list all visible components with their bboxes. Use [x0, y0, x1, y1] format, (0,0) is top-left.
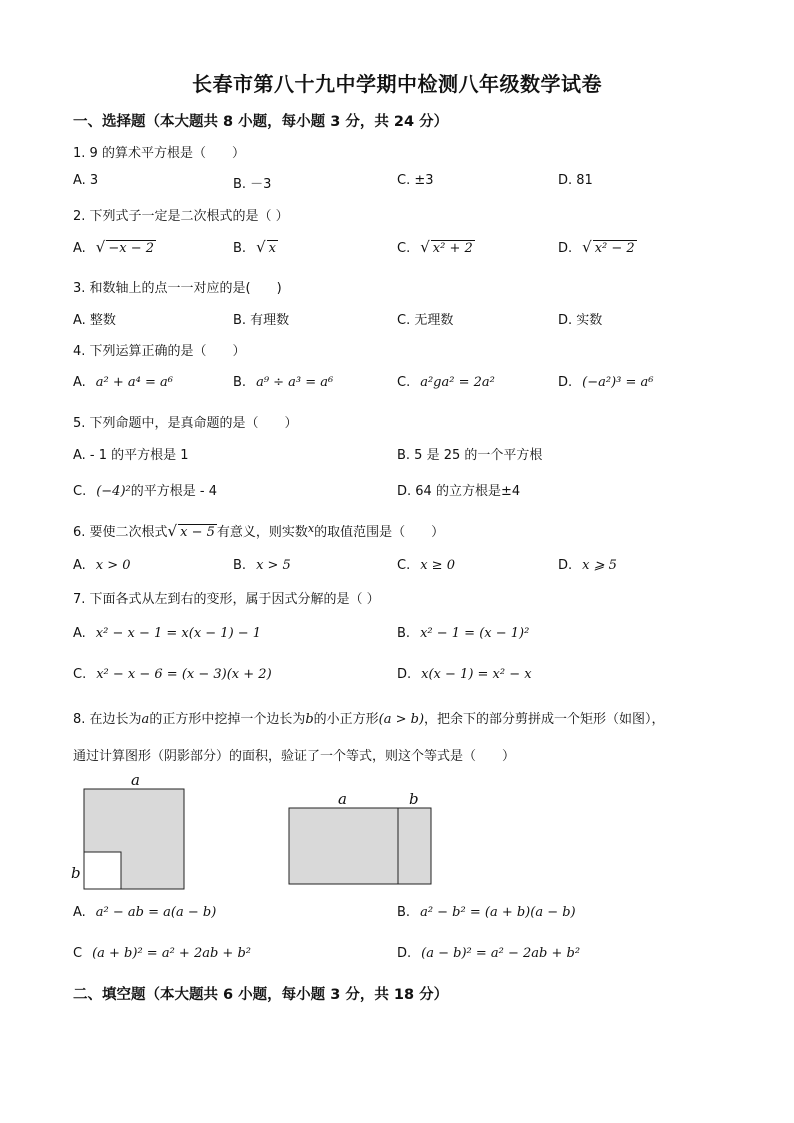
q2-option-a[interactable]: [73, 238, 156, 256]
option-expression: x ⩾ 5: [582, 558, 617, 573]
figure1-label-b: b: [71, 864, 81, 882]
q7-option-d[interactable]: [397, 667, 532, 682]
q7-option-a[interactable]: [73, 626, 261, 641]
q4-option-c[interactable]: [397, 375, 495, 390]
option-label: B.: [233, 375, 247, 390]
option-label: D.: [397, 667, 412, 682]
option-expression: (a + b)² = a² + 2ab + b²: [92, 946, 251, 961]
option-label: A.: [73, 375, 86, 390]
question-6-stem: [73, 521, 444, 540]
q6-option-c[interactable]: [397, 558, 455, 573]
q2-option-d[interactable]: [558, 238, 637, 256]
option-label: C.: [397, 241, 411, 256]
variable: b: [305, 712, 314, 727]
option-expression: x > 5: [256, 558, 291, 573]
option-label: B.: [397, 626, 411, 641]
option-label: C.: [397, 375, 411, 390]
figure2-label-a: a: [338, 790, 347, 808]
q1-option-d[interactable]: D. 81: [558, 173, 593, 188]
q2-option-c[interactable]: [397, 238, 475, 256]
option-expression: a⁹ ÷ a³ = a⁶: [256, 375, 334, 390]
stem-text: 8. 在边长为: [73, 712, 142, 727]
rectangle-main: [289, 808, 431, 884]
variable: x: [307, 522, 315, 535]
option-expression: x² − x − 1 = x(x − 1) − 1: [95, 626, 262, 641]
q8-option-b[interactable]: [397, 905, 576, 920]
question-8-stem-line2: 通过计算图形（阴影部分）的面积，验证了一个等式，则这个等式是（ ）: [73, 749, 516, 764]
option-label: C: [73, 946, 83, 961]
radical-sign-icon: √: [582, 238, 592, 256]
stem-text: 有意义，则实数: [216, 525, 308, 540]
q5-option-b[interactable]: B. 5 是 25 的一个平方根: [397, 448, 543, 463]
option-label: A.: [73, 905, 86, 920]
radicand: x − 5: [180, 525, 215, 540]
figure1-label-a: a: [131, 771, 140, 789]
q7-option-b[interactable]: [397, 626, 529, 641]
option-label: B.: [233, 241, 247, 256]
section-heading-fill-in: 二、填空题（本大题共 6 小题，每小题 3 分，共 18 分）: [73, 987, 449, 1003]
option-label: D.: [397, 946, 412, 961]
q3-option-c[interactable]: C. 无理数: [397, 313, 454, 328]
radicand: x: [268, 241, 276, 256]
option-expression: x² − x − 6 = (x − 3)(x + 2): [96, 667, 272, 682]
figure-rectangle: [280, 800, 440, 895]
condition: (a > b): [378, 712, 425, 727]
q6-option-d[interactable]: [558, 558, 617, 573]
option-text: 的平方根是 - 4: [130, 484, 217, 499]
question-1-stem: 1. 9 的算术平方根是（ ）: [73, 146, 245, 161]
question-4-stem: 4. 下列运算正确的是（ ）: [73, 344, 246, 359]
option-label: A.: [73, 626, 86, 641]
section-heading-choice: 一、选择题（本大题共 8 小题，每小题 3 分，共 24 分）: [73, 114, 449, 130]
option-label: D.: [558, 375, 573, 390]
q4-option-b[interactable]: [233, 375, 333, 390]
option-expression: x² − 1 = (x − 1)²: [420, 626, 530, 641]
q3-option-a[interactable]: A. 整数: [73, 313, 116, 328]
stem-text: ，把余下的部分剪拼成一个矩形（如图），: [424, 712, 665, 727]
q5-option-c[interactable]: [73, 480, 217, 499]
question-2-stem: 2. 下列式子一定是二次根式的是（ ）: [73, 209, 289, 224]
option-expression: a² − b² = (a + b)(a − b): [420, 905, 576, 920]
q7-option-c[interactable]: [73, 667, 272, 682]
q3-option-d[interactable]: D. 实数: [558, 313, 603, 328]
option-expression: x > 0: [95, 558, 131, 573]
q1-option-b[interactable]: B. －3: [233, 177, 272, 192]
variable: a: [141, 712, 150, 727]
option-label: C.: [73, 484, 87, 499]
option-expression: a² − ab = a(a − b): [95, 905, 217, 920]
option-label: D.: [558, 558, 573, 573]
q3-option-b[interactable]: B. 有理数: [233, 313, 290, 328]
q8-option-c[interactable]: [73, 946, 251, 961]
stem-text: 6. 要使二次根式: [73, 525, 168, 540]
radical-sign-icon: √: [256, 238, 266, 256]
q1-option-c[interactable]: C. ±3: [397, 173, 434, 188]
option-label: B.: [233, 558, 247, 573]
q6-option-a[interactable]: [73, 558, 131, 573]
q6-option-b[interactable]: [233, 558, 291, 573]
option-label: D.: [558, 241, 573, 256]
q4-option-a[interactable]: [73, 375, 173, 390]
figure2-label-b: b: [409, 790, 419, 808]
q4-option-d[interactable]: [558, 375, 654, 390]
stem-text: 的小正方形: [313, 712, 379, 727]
radical-sign-icon: √: [167, 522, 178, 540]
option-expression: a²gа² = 2a²: [420, 375, 495, 390]
option-label: C.: [397, 558, 411, 573]
radicand: x² + 2: [432, 241, 473, 256]
question-3-stem: 3. 和数轴上的点一一对应的是( ): [73, 281, 282, 296]
option-expression: (−a²)³ = a⁶: [582, 375, 654, 390]
question-7-stem: 7. 下面各式从左到右的变形，属于因式分解的是（ ）: [73, 592, 380, 607]
option-expression: (−4)²: [96, 484, 131, 499]
radicand: −x − 2: [108, 241, 155, 256]
option-expression: x(x − 1) = x² − x: [421, 667, 532, 682]
page-title: 长春市第八十九中学期中检测八年级数学试卷: [192, 72, 602, 96]
option-expression: x ≥ 0: [420, 558, 455, 573]
radical-sign-icon: √: [420, 238, 430, 256]
option-label: A.: [73, 558, 86, 573]
figure-square-with-cutout: [60, 770, 200, 895]
q5-option-d[interactable]: D. 64 的立方根是±4: [397, 484, 521, 499]
option-label: B.: [397, 905, 411, 920]
option-label: A.: [73, 241, 86, 256]
stem-text: 的取值范围是（ ）: [314, 525, 445, 540]
option-label: C.: [73, 667, 87, 682]
q5-option-a[interactable]: A. - 1 的平方根是 1: [73, 448, 189, 463]
question-8-stem-line1: [73, 708, 665, 727]
option-expression: (a − b)² = a² − 2ab + b²: [421, 946, 581, 961]
option-expression: a² + a⁴ = a⁶: [95, 375, 173, 390]
q2-option-b[interactable]: [233, 238, 278, 256]
radicand: x² − 2: [594, 241, 635, 256]
q8-option-d[interactable]: [397, 946, 580, 961]
stem-text: 的正方形中挖掉一个边长为: [149, 712, 306, 727]
small-square-cutout: [84, 852, 121, 889]
radical-sign-icon: √: [95, 238, 106, 256]
question-5-stem: 5. 下列命题中，是真命题的是（ ）: [73, 416, 298, 431]
q1-option-a[interactable]: A. 3: [73, 173, 99, 188]
q8-option-a[interactable]: [73, 905, 216, 920]
